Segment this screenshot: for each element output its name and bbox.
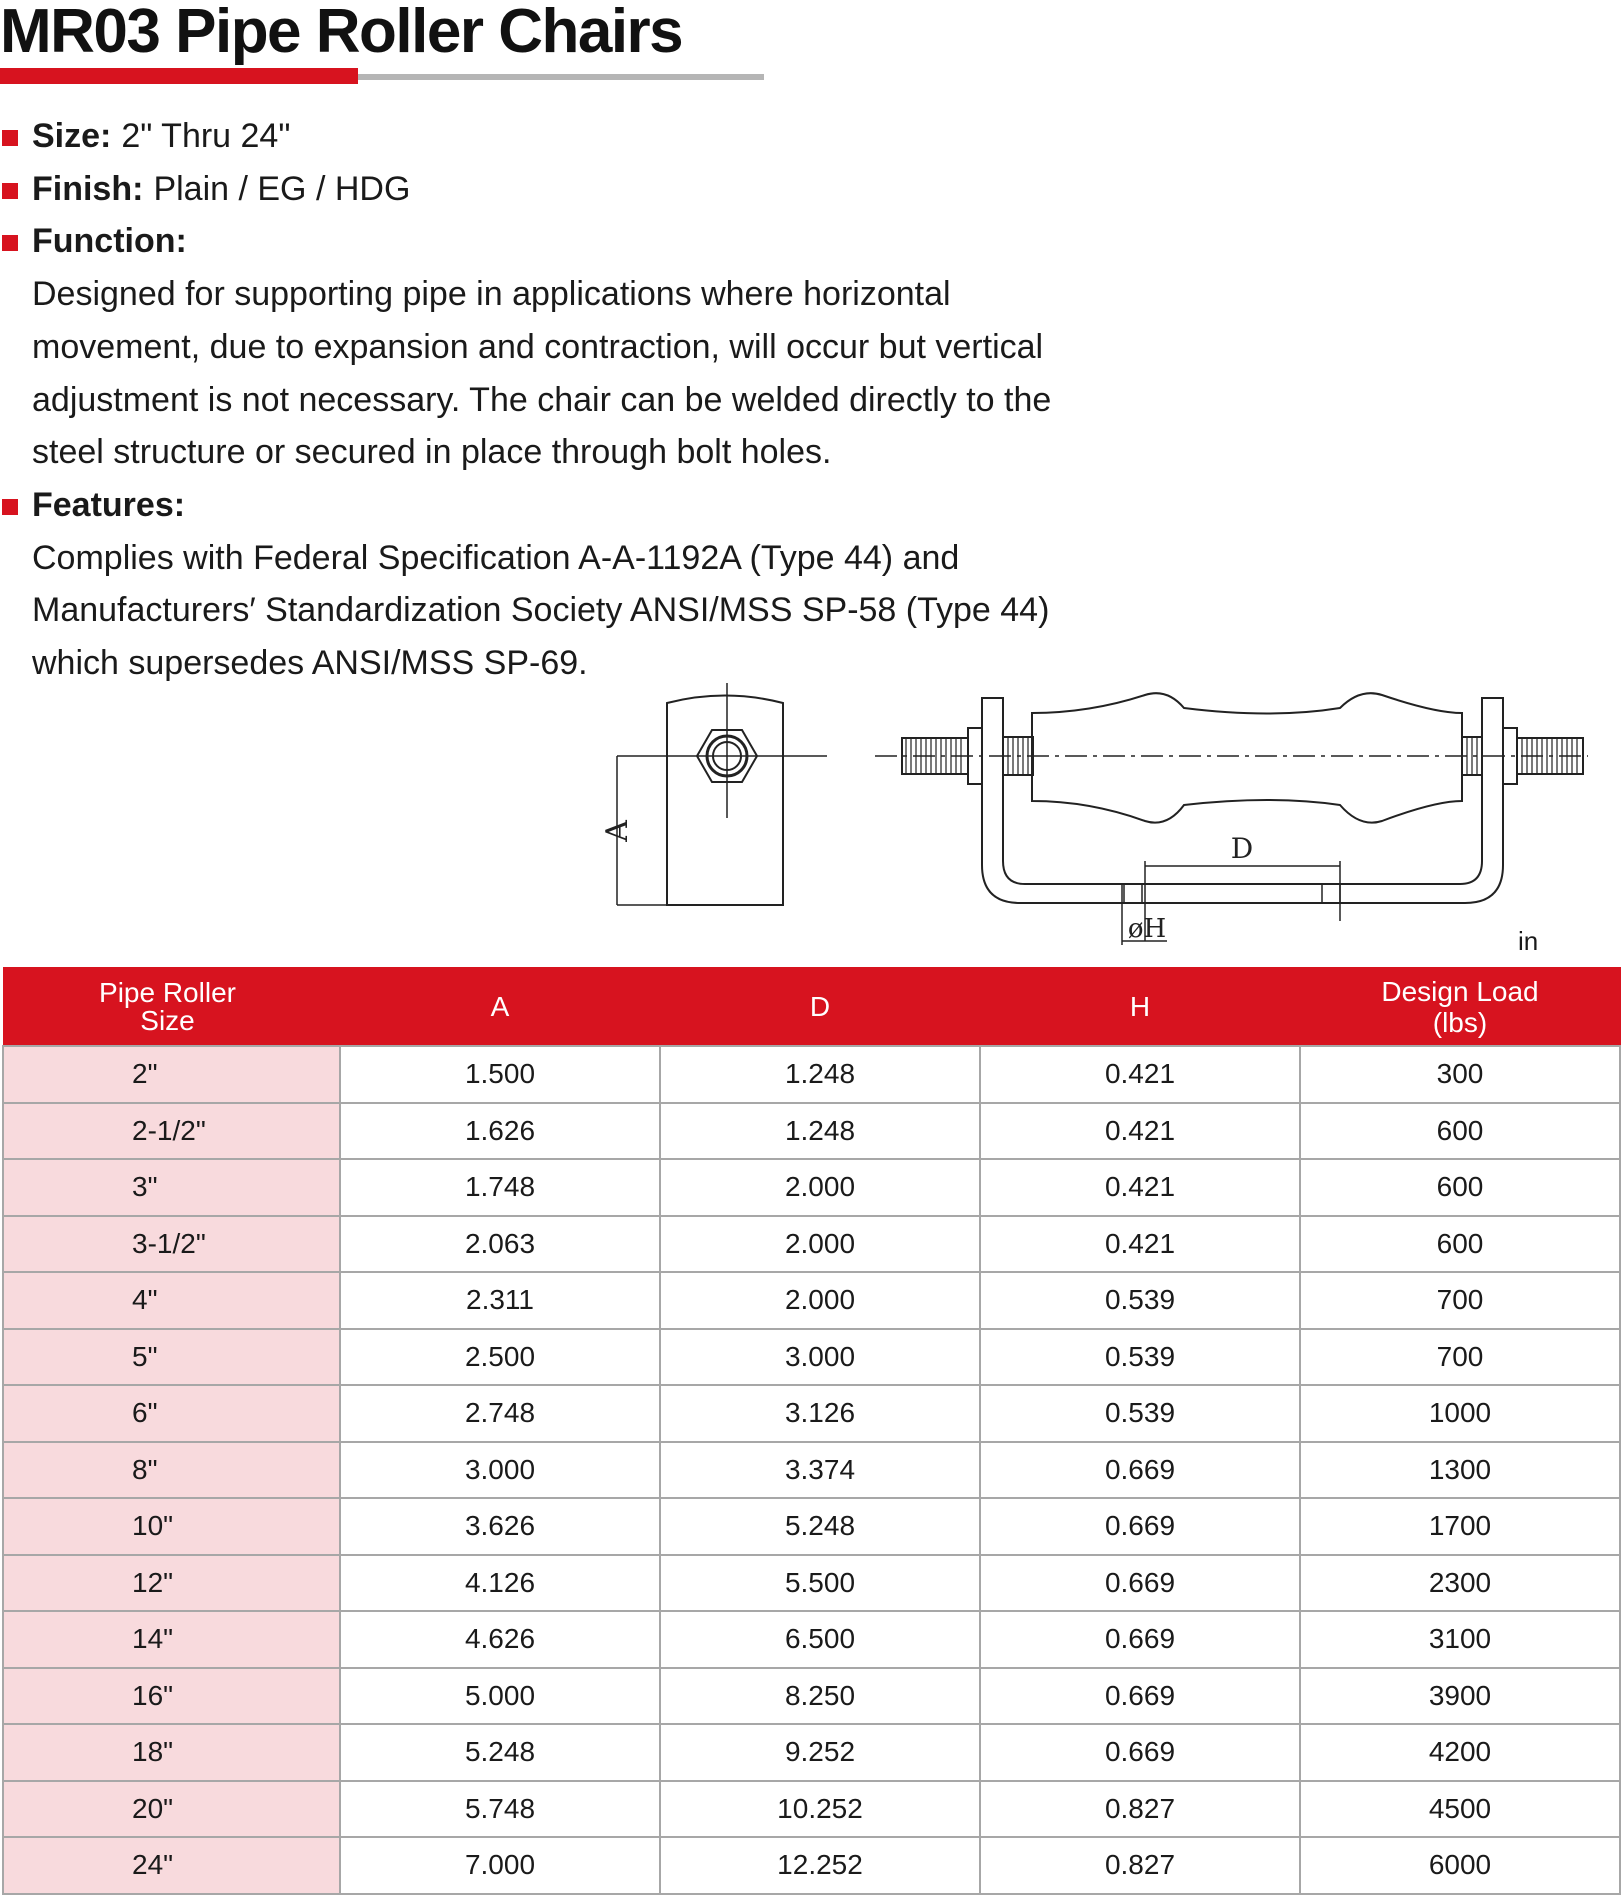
features-heading-line	[0, 479, 1160, 532]
front-view-drawing	[870, 683, 1590, 948]
function-text-line: Designed for supporting pipe in applications where horizontal	[32, 275, 951, 314]
h-cell: 0.539	[980, 1272, 1300, 1329]
a-cell: 1.626	[340, 1103, 660, 1160]
load-cell: 700	[1300, 1329, 1620, 1386]
a-cell: 4.626	[340, 1611, 660, 1668]
size-cell: 4"	[3, 1272, 340, 1329]
table-row	[3, 1272, 1620, 1329]
table-row	[3, 1442, 1620, 1499]
a-cell: 2.311	[340, 1272, 660, 1329]
table-row	[3, 1385, 1620, 1442]
table-row	[3, 1781, 1620, 1838]
title-underline-rule	[358, 74, 764, 80]
load-cell: 4200	[1300, 1724, 1620, 1781]
unit-label: in	[1518, 926, 1539, 956]
h-cell: 0.669	[980, 1555, 1300, 1612]
h-cell: 0.827	[980, 1781, 1300, 1838]
header-pipe-size: Pipe Roller Size	[3, 968, 340, 1047]
header-d: D	[660, 968, 980, 1047]
size-cell: 12"	[3, 1555, 340, 1612]
d-cell: 10.252	[660, 1781, 980, 1838]
h-cell: 0.421	[980, 1216, 1300, 1273]
d-cell: 8.250	[660, 1668, 980, 1725]
load-cell: 6000	[1300, 1837, 1620, 1894]
finish-value: Plain / EG / HDG	[153, 169, 411, 208]
table-row	[3, 1159, 1620, 1216]
load-cell: 600	[1300, 1216, 1620, 1273]
size-cell: 2"	[3, 1046, 340, 1103]
bullet-icon	[2, 130, 18, 146]
title-underline-accent	[0, 68, 358, 84]
table-row	[3, 1668, 1620, 1725]
load-cell: 600	[1300, 1159, 1620, 1216]
size-value: 2" Thru 24"	[121, 117, 291, 155]
finish-label: Finish:	[32, 169, 144, 208]
a-cell: 2.500	[340, 1329, 660, 1386]
h-cell: 0.669	[980, 1668, 1300, 1725]
table-row	[3, 1724, 1620, 1781]
load-cell: 4500	[1300, 1781, 1620, 1838]
size-cell: 6"	[3, 1385, 340, 1442]
d-cell: 9.252	[660, 1724, 980, 1781]
header-a: A	[340, 968, 660, 1047]
h-cell: 0.421	[980, 1046, 1300, 1103]
a-cell: 5.748	[340, 1781, 660, 1838]
load-cell: 1000	[1300, 1385, 1620, 1442]
d-cell: 2.000	[660, 1272, 980, 1329]
a-cell: 3.626	[340, 1498, 660, 1555]
a-cell: 1.748	[340, 1159, 660, 1216]
h-cell: 0.827	[980, 1837, 1300, 1894]
finish-line	[0, 163, 1160, 216]
size-cell: 5"	[3, 1329, 340, 1386]
size-cell: 24"	[3, 1837, 340, 1894]
d-cell: 5.500	[660, 1555, 980, 1612]
h-cell: 0.669	[980, 1724, 1300, 1781]
table-row	[3, 1555, 1620, 1612]
function-text-line: steel structure or secured in place through bolt holes.	[32, 433, 832, 472]
h-cell: 0.669	[980, 1611, 1300, 1668]
page-title: MR03 Pipe Roller Chairs	[0, 0, 683, 66]
table-row	[3, 1837, 1620, 1894]
size-cell: 16"	[3, 1668, 340, 1725]
d-cell: 12.252	[660, 1837, 980, 1894]
function-text-line: movement, due to expansion and contraction, will occur but vertical	[32, 327, 1044, 366]
function-label: Function:	[32, 222, 187, 261]
features-text-line: Complies with Federal Specification A-A-1192A (Type 44) and	[32, 538, 960, 577]
h-cell: 0.539	[980, 1385, 1300, 1442]
d-cell: 3.374	[660, 1442, 980, 1499]
d-cell: 2.000	[660, 1159, 980, 1216]
size-cell: 3-1/2"	[3, 1216, 340, 1273]
size-cell: 10"	[3, 1498, 340, 1555]
a-cell: 7.000	[340, 1837, 660, 1894]
load-cell: 2300	[1300, 1555, 1620, 1612]
table-row	[3, 1498, 1620, 1555]
a-cell: 5.000	[340, 1668, 660, 1725]
header-design-load: Design Load (lbs)	[1300, 968, 1620, 1047]
spec-section	[0, 110, 1160, 690]
a-cell: 1.500	[340, 1046, 660, 1103]
h-cell: 0.669	[980, 1498, 1300, 1555]
load-cell: 600	[1300, 1103, 1620, 1160]
size-cell: 3"	[3, 1159, 340, 1216]
a-cell: 2.063	[340, 1216, 660, 1273]
dimension-table	[2, 967, 1621, 1895]
load-cell: 3100	[1300, 1611, 1620, 1668]
table-row	[3, 1216, 1620, 1273]
size-cell: 20"	[3, 1781, 340, 1838]
features-text-line: which supersedes ANSI/MSS SP-69.	[32, 644, 588, 683]
load-cell: 300	[1300, 1046, 1620, 1103]
load-cell: 3900	[1300, 1668, 1620, 1725]
a-cell: 4.126	[340, 1555, 660, 1612]
load-cell: 1700	[1300, 1498, 1620, 1555]
side-view-drawing	[600, 683, 835, 908]
d-cell: 1.248	[660, 1046, 980, 1103]
function-heading-line	[0, 215, 1160, 268]
size-cell: 18"	[3, 1724, 340, 1781]
table-header-row	[3, 968, 1620, 1047]
h-cell: 0.669	[980, 1442, 1300, 1499]
features-text-line: Manufacturers′ Standardization Society ANSI/MSS SP-58 (Type 44)	[32, 591, 1050, 630]
size-cell: 8"	[3, 1442, 340, 1499]
chair-plate-outline	[667, 696, 783, 906]
table-row	[3, 1046, 1620, 1103]
d-cell: 2.000	[660, 1216, 980, 1273]
table-row	[3, 1611, 1620, 1668]
bullet-icon	[2, 183, 18, 199]
table-row	[3, 1103, 1620, 1160]
function-text-line: adjustment is not necessary. The chair can be welded directly to the	[32, 380, 1052, 419]
label-a: A	[600, 820, 635, 842]
d-cell: 3.126	[660, 1385, 980, 1442]
table-row	[3, 1329, 1620, 1386]
h-cell: 0.539	[980, 1329, 1300, 1386]
size-cell: 14"	[3, 1611, 340, 1668]
a-cell: 5.248	[340, 1724, 660, 1781]
d-cell: 5.248	[660, 1498, 980, 1555]
label-d: D	[1230, 832, 1254, 865]
a-cell: 2.748	[340, 1385, 660, 1442]
d-cell: 1.248	[660, 1103, 980, 1160]
size-label: Size:	[32, 117, 112, 155]
d-cell: 3.000	[660, 1329, 980, 1386]
size-line	[0, 110, 1160, 163]
size-cell: 2-1/2"	[3, 1103, 340, 1160]
roller-body	[1032, 693, 1462, 822]
h-cell: 0.421	[980, 1159, 1300, 1216]
load-cell: 700	[1300, 1272, 1620, 1329]
h-cell: 0.421	[980, 1103, 1300, 1160]
load-cell: 1300	[1300, 1442, 1620, 1499]
header-h: H	[980, 968, 1300, 1047]
bullet-icon	[2, 235, 18, 251]
features-label: Features:	[32, 485, 186, 524]
bullet-icon	[2, 499, 18, 515]
label-h: øH	[1127, 914, 1167, 944]
d-cell: 6.500	[660, 1611, 980, 1668]
a-cell: 3.000	[340, 1442, 660, 1499]
